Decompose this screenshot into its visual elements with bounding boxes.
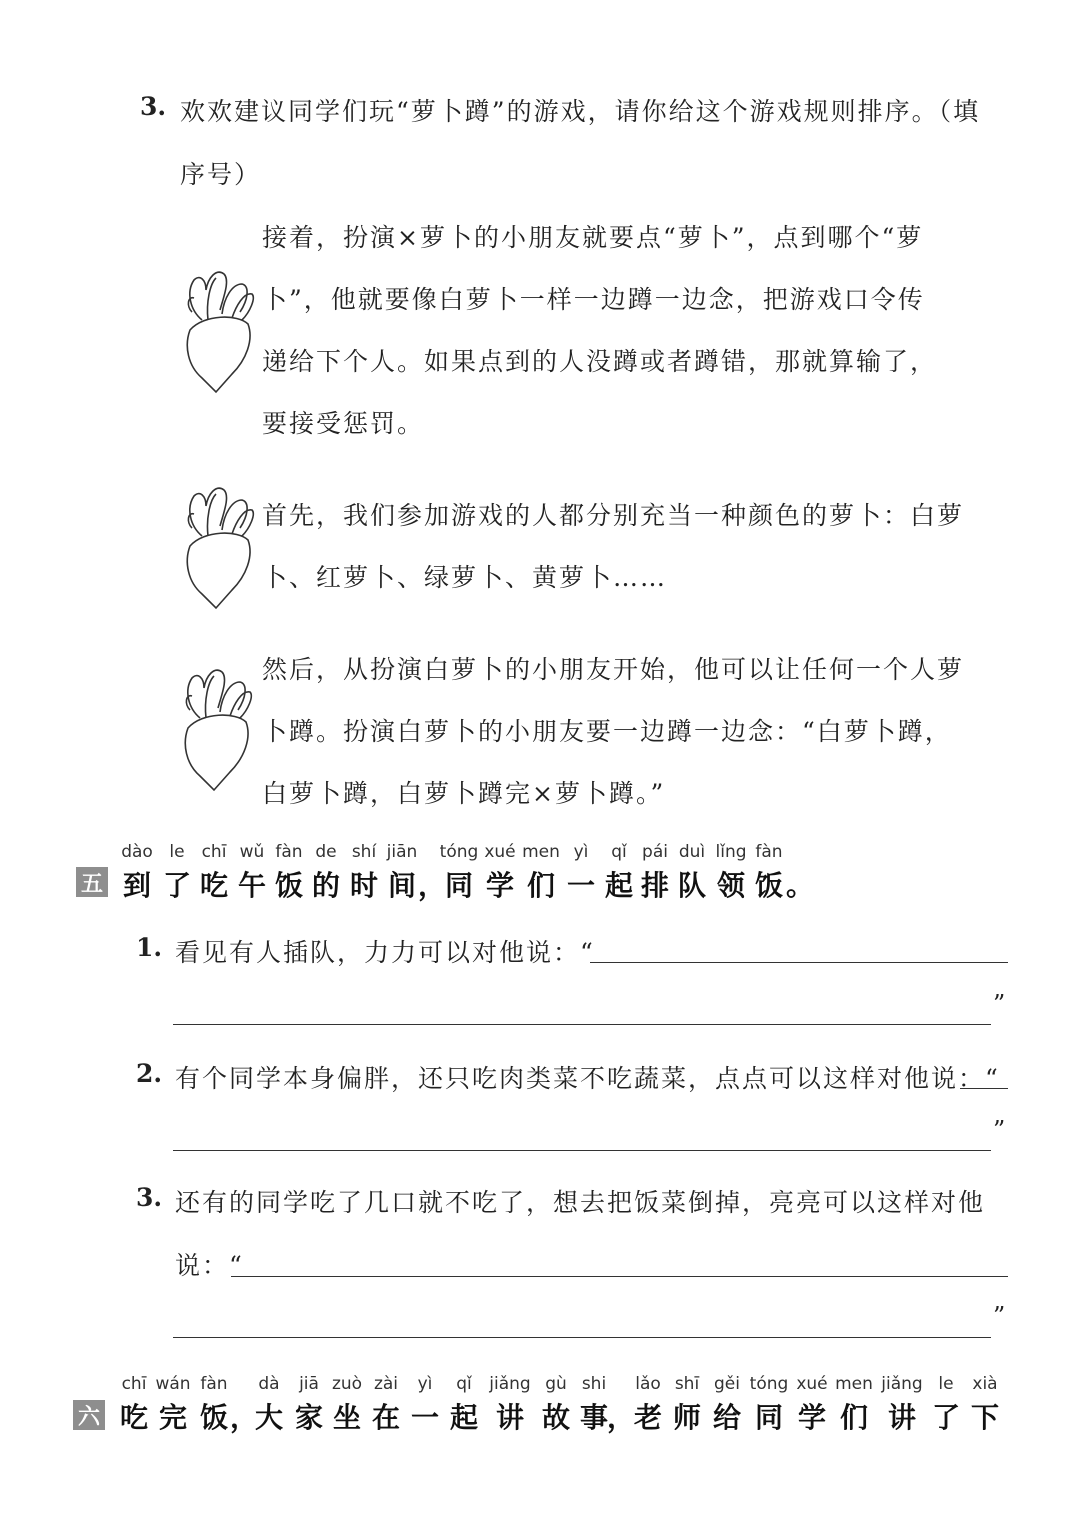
radish-icon <box>178 660 258 792</box>
heading-char: 的 <box>311 869 341 902</box>
pinyin: fàn <box>275 842 303 862</box>
pinyin: qǐ <box>456 1374 472 1394</box>
answer-line[interactable] <box>231 1276 1008 1277</box>
item-text: 还有的同学吃了几口就不吃了，想去把饭菜倒掉，亮亮可以这样对他 <box>175 1188 986 1217</box>
answer-line[interactable] <box>173 1337 991 1338</box>
heading-char: 了 <box>931 1401 961 1434</box>
heading-char: 领 <box>716 869 746 902</box>
item-number: 3. <box>136 1183 163 1212</box>
heading-char: 下 <box>970 1401 1000 1434</box>
pinyin: chī <box>201 842 227 862</box>
heading-char: 排 <box>640 869 670 902</box>
answer-line[interactable] <box>960 1088 1008 1089</box>
heading-char: 坐 <box>332 1401 362 1434</box>
heading-char: 吃 <box>119 1401 149 1434</box>
pinyin: zuò <box>331 1374 363 1394</box>
heading-char: 事 <box>579 1401 609 1434</box>
pinyin: duì <box>678 842 706 862</box>
heading-char: 饭 <box>754 869 784 902</box>
item-text-cont: 说：“ <box>175 1251 244 1280</box>
pinyin: de <box>315 842 337 862</box>
heading-char: 学 <box>797 1401 827 1434</box>
heading-char: 在 <box>371 1401 401 1434</box>
rule-line: 然后，从扮演白萝卜的小朋友开始，他可以让任何一个人萝 <box>262 655 965 684</box>
heading-char: ， <box>606 1401 636 1434</box>
pinyin: zài <box>373 1374 399 1394</box>
heading-char: 老 <box>633 1401 663 1434</box>
heading-char: 队 <box>677 869 707 902</box>
pinyin: men <box>522 842 560 862</box>
pinyin: lǐng <box>715 842 747 862</box>
heading-char: 饭 <box>274 869 304 902</box>
heading-char: 学 <box>485 869 515 902</box>
heading-char: 起 <box>449 1401 479 1434</box>
radish-icon <box>180 478 260 610</box>
heading-char: 了 <box>162 869 192 902</box>
pinyin: gù <box>545 1374 567 1394</box>
pinyin: shí <box>351 842 377 862</box>
pinyin: chī <box>121 1374 147 1394</box>
heading-char: 家 <box>294 1401 324 1434</box>
heading-char: 同 <box>444 869 474 902</box>
heading-char: 大 <box>254 1401 284 1434</box>
pinyin: jiān <box>386 842 418 862</box>
rule-line: 卜、红萝卜、绿萝卜、黄萝卜…… <box>262 563 668 592</box>
rule-line: 递给下个人。如果点到的人没蹲或者蹲错，那就算输了， <box>262 347 938 376</box>
item-text: 有个同学本身偏胖，还只吃肉类菜不吃蔬菜，点点可以这样对他说：“ <box>175 1064 1000 1093</box>
answer-line[interactable] <box>590 962 1008 963</box>
closing-quote: ” <box>993 1302 1006 1330</box>
pinyin: yì <box>417 1374 433 1394</box>
pinyin: shi <box>581 1374 607 1394</box>
heading-char: 。 <box>785 869 815 902</box>
heading-char: ， <box>229 1401 259 1434</box>
pinyin: le <box>169 842 185 862</box>
radish-icon <box>180 262 260 394</box>
rule-line: 卜蹲。扮演白萝卜的小朋友要一边蹲一边念：“白萝卜蹲， <box>262 717 952 746</box>
heading-char: ， <box>417 869 447 902</box>
pinyin: yì <box>573 842 589 862</box>
section-6-badge: 六 <box>73 1400 105 1430</box>
item-text: 看见有人插队，力力可以对他说：“ <box>175 938 595 967</box>
pinyin: shī <box>674 1374 700 1394</box>
heading-char: 完 <box>158 1401 188 1434</box>
heading-char: 一 <box>410 1401 440 1434</box>
heading-char: 时 <box>349 869 379 902</box>
pinyin: tóng <box>749 1374 789 1394</box>
pinyin: jiǎng <box>881 1374 923 1394</box>
heading-char: 讲 <box>887 1401 917 1434</box>
rule-line: 首先，我们参加游戏的人都分别充当一种颜色的萝卜：白萝 <box>262 501 965 530</box>
heading-char: 们 <box>839 1401 869 1434</box>
heading-char: 吃 <box>199 869 229 902</box>
pinyin: wǔ <box>239 842 265 862</box>
pinyin: qǐ <box>611 842 627 862</box>
question-text-cont: 序号） <box>180 160 262 189</box>
heading-char: 午 <box>237 869 267 902</box>
section-5-badge: 五 <box>76 867 108 897</box>
pinyin: wán <box>155 1374 191 1394</box>
pinyin: jiǎng <box>489 1374 531 1394</box>
pinyin: dào <box>121 842 153 862</box>
pinyin: tóng <box>439 842 479 862</box>
pinyin: gěi <box>714 1374 740 1394</box>
pinyin: pái <box>642 842 668 862</box>
question-text: 欢欢建议同学们玩“萝卜蹲”的游戏，请你给这个游戏规则排序。（填 <box>180 97 981 126</box>
rule-line: 接着，扮演×萝卜的小朋友就要点“萝卜”，点到哪个“萝 <box>262 223 924 252</box>
item-number: 2. <box>136 1059 163 1088</box>
answer-line[interactable] <box>173 1024 991 1025</box>
pinyin: fàn <box>755 842 783 862</box>
pinyin: dà <box>258 1374 280 1394</box>
pinyin: jiā <box>299 1374 319 1394</box>
item-number: 1. <box>136 933 163 962</box>
heading-char: 饭 <box>199 1401 229 1434</box>
pinyin: xué <box>484 842 516 862</box>
pinyin: xià <box>972 1374 998 1394</box>
rule-line: 要接受惩罚。 <box>262 409 425 438</box>
heading-char: 给 <box>712 1401 742 1434</box>
closing-quote: ” <box>993 1116 1006 1144</box>
pinyin: men <box>835 1374 873 1394</box>
heading-char: 同 <box>754 1401 784 1434</box>
pinyin: le <box>938 1374 954 1394</box>
heading-char: 故 <box>541 1401 571 1434</box>
answer-line[interactable] <box>173 1150 991 1151</box>
closing-quote: ” <box>993 990 1006 1018</box>
heading-char: 一 <box>566 869 596 902</box>
pinyin: xué <box>796 1374 828 1394</box>
question-number: 3. <box>140 92 167 121</box>
heading-char: 师 <box>672 1401 702 1434</box>
heading-char: 起 <box>604 869 634 902</box>
pinyin: fàn <box>200 1374 228 1394</box>
heading-char: 间 <box>387 869 417 902</box>
heading-char: 到 <box>122 869 152 902</box>
heading-char: 们 <box>526 869 556 902</box>
pinyin: lǎo <box>635 1374 661 1394</box>
heading-char: 讲 <box>495 1401 525 1434</box>
rule-line: 白萝卜蹲，白萝卜蹲完×萝卜蹲。” <box>262 779 666 808</box>
rule-line: 卜”，他就要像白萝卜一样一边蹲一边念，把游戏口令传 <box>262 285 925 314</box>
